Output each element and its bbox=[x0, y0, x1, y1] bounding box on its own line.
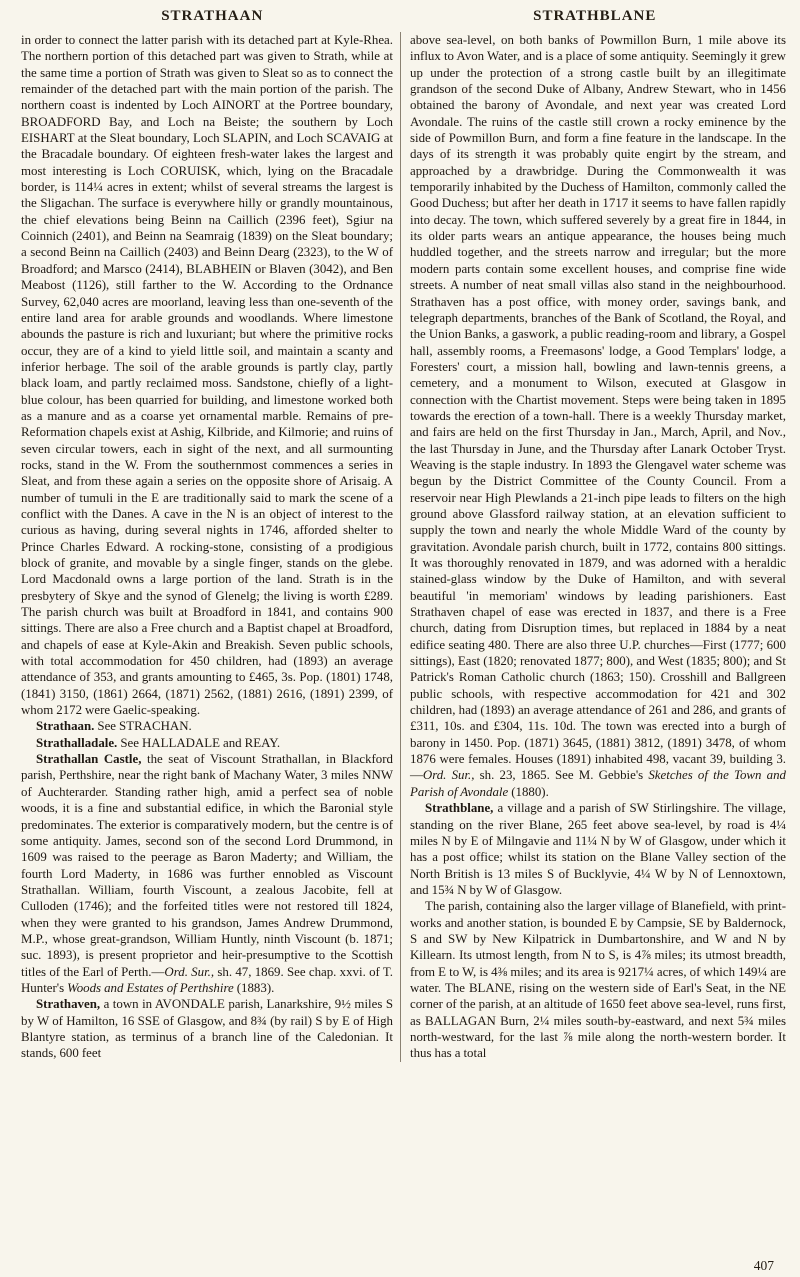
entry-headword: Strathalladale. bbox=[36, 735, 121, 750]
paragraph: above sea-level, on both banks of Powmillon Burn, 1 mile above its influx to Avon Water, and is a place of some antiquity. Seemingly it grew up under the protection of a strong castle built by an illegitimate grandson of the second Duke of Albany, Andrew Stewart, who in 1456 obtained the barony of Avondale, and next year was created Lord Avondale. The ruins of the castle still crown a rocky eminence by the side of Powmillon Burn, and form a fine feature in the landscape. In the days of its strength it was probably quite engirt by the stream, and approached by a drawbridge. During the Commonwealth it was temporarily inhabited by the Duchess of Hamilton, commonly called the Good Duchess; but after her death in 1717 it seems to have fallen rapidly into decay. The town, which suffered severely by a great fire in 1844, in its older parts wears an antique appearance, the houses being much huddled together, and the streets narrow and irregular; but the more modern parts contain some excellent houses, and comprise fine wide streets. A number of neat small villas also stand in the neighbourhood. Strathaven has a post office, with money order, savings bank, and telegraph departments, branches of the Bank of Scotland, the Royal, and the Union Banks, a gaswork, a public reading-room and library, a Gospel hall, assembly rooms, a Freemasons' lodge, a Good Templars' lodge, a Foresters' court, a mission hall, bowling and lawn-tennis greens, a cemetery, and a monument to Wilson, executed at Glasgow in connection with the Chartist movement. Steps were being taken in 1895 towards the erection of a town-hall. There is a weekly Thursday market, and fairs are held on the first Thursday in Jan., March, April, and Nov., the last Thursday in June, and the Thursday after Lanark October Tryst. Weaving is the staple industry. In 1893 the Glengavel water scheme was begun by the District Committee of the County Council. From a reservoir near High Plewlands a 21-inch pipe leads to filters on the high ground above Glassford railway station, at an elevation sufficient to supply the town and nearly the whole Middle Ward of the county by gravitation. Avondale parish church, built in 1772, contains 800 sittings. It was thoroughly renovated in 1879, and was adorned with a heraldic stained-glass window by the Duke of Hamilton, and with several beautiful 'in memoriam' windows by leading parishioners. East Strathaven chapel of ease was erected in 1837, and there is a Free church, dating from Disruption times, but replaced in 1884 by a neat edifice seating 480. There are also three U.P. churches—First (1777; 600 sittings), East (1820; renovated 1877; 800), and West (1835; 800); and St Patrick's Roman Catholic church (1863; 150). Crosshill and Ballgreen public schools, with respective accommodation for 421 and 302 children, had (1893) an average attendance of 261 and 286, and grants of £311, 10s. and £304, 11s. 10d. The town was erected into a burgh of barony in 1450. Pop. (1871) 3645, (1881) 3812, (1891) 3478, of whom 1876 were females. Houses (1891) inhabited 498, vacant 39, building 3.—Ord. Sur., sh. 23, 1865. See M. Gebbie's Sketches of the Town and Parish of Avondale (1880). bbox=[410, 33, 786, 799]
entry-paragraph: Strathallan Castle, the seat of Viscount Strathallan, in Blackford parish, Perthshire, near the right bank of Machany Water, 3 miles NNW of Auchterarder. Standing rather high, amid a perfect sea of noble woods, it is a fine and substantial edifice, in which the Baronial style predominates. The exterior is comparatively modern, but the centre is of some antiquity. James, second son of the second Lord Drummond, in 1609 was raised to the peerage as Baron Maderty; and William, the fourth Lord Maderty, in 1686 was further ennobled as Viscount Strathallan. William, fourth Viscount, a zealous Jacobite, fell at Culloden (1746); and the forfeited titles were not restored till 1824, when they were granted to his grandson, James Andrew Drummond, M.P., whose great-grandson, William Huntly, ninth Viscount (b. 1871; suc. 1893), is present proprietor and heir-presumptive to the Scottish titles of the Earl of Perth.—Ord. Sur., sh. 47, 1869. See chap. xxvi. of T. Hunter's Woods and Estates of Perthshire (1883). bbox=[21, 752, 393, 995]
running-head-right: STRATHBLANE bbox=[533, 8, 657, 24]
paragraph: The parish, containing also the larger village of Blanefield, with print-works and another station, is bounded E by Campsie, SE by Baldernock, S and SW by New Kilpatrick in Dumbartonshire, and W and N by Killearn. Its utmost length, from N to S, is 4⅞ miles; its utmost breadth, from E to W, is 4⅜ miles; and its area is 9217¼ acres, of which 149¼ are water. The BLANE, rising on the western side of Earl's Seat, in the NE corner of the parish, at an altitude of 1650 feet above sea-level, runs first, as BALLAGAN Burn, 2¼ miles south-by-eastward, and next 5¾ miles north-westward, for the last ⅞ mile along the north-western border. It thus has a total bbox=[410, 899, 786, 1061]
right-column bbox=[410, 32, 786, 1062]
italic-citation: Ord. Sur., bbox=[164, 964, 215, 979]
page-number: 407 bbox=[753, 1258, 774, 1273]
entry-paragraph: Strathblane, a village and a parish of SW Stirlingshire. The village, standing on the river Blane, 265 feet above sea-level, by road is 4¼ miles N by E of Milngavie and 11¼ N by W of Glasgow, under which it has a post office; whilst its station on the Blane Valley section of the North British is 13 miles S of Bucklyvie, 4¼ W by N of Lennoxtown, and 15¾ N by W of Glasgow. bbox=[410, 801, 786, 897]
entry-headword: Strathblane, bbox=[425, 801, 498, 816]
entry-headword: Strathaven, bbox=[36, 997, 104, 1012]
italic-citation: Woods and Estates of Perthshire bbox=[67, 980, 234, 995]
left-column bbox=[21, 32, 393, 1062]
entry-headword: Strathallan Castle, bbox=[36, 752, 147, 767]
entry-paragraph: Strathalladale. See HALLADALE and REAY. bbox=[36, 735, 281, 750]
italic-citation: Sketches of the Town and Parish of Avondale bbox=[410, 768, 786, 799]
running-head-left: STRATHAAN bbox=[161, 8, 264, 24]
entry-paragraph: Strathaan. See STRACHAN. bbox=[36, 719, 192, 734]
page-header bbox=[21, 8, 786, 25]
paragraph: in order to connect the latter parish with its detached part at Kyle-Rhea. The northern portion of this detached part was given to Strath, while at the same time a portion of Strath was given to Sleat so as to connect the remainder of the detached part with the main portion of the parish. The northern coast is indented by Loch AINORT at the Portree boundary, BROADFORD Bay, and Loch na Beiste; the southern by Loch EISHART at the Sleat boundary, Loch SLAPIN, and Loch SCAVAIG at the Bracadale boundary. Of eighteen fresh-water lakes the largest and most interesting is Loch CORUISK, which, lying on the Bracadale border, is 114¼ acres in extent; whilst of several streams the largest is the Sligachan. The surface is everywhere hilly or grandly mountainous, the chief elevations being Beinn na Caillich (2396 feet), Sgiur na Coinnich (2401), and Beinn na Seamraig (1839) on the Sleat boundary; a second Beinn na Caillich (2403) and Beinn Dearg (2323), to the W of Broadford; and Marsco (2414), BLABHEIN or Blaven (3042), and Ben Meabost (1126), still farther to the W. According to the Ordnance Survey, 62,040 acres are moorland, leaving less than one-seventh of the entire land area for arable grounds and woodlands. Where limestone abounds the pasture is rich and luxuriant; but where the primitive rocks occur, they are of a kind to yield little soil, and maintain a scanty and inferior herbage. The soil of the arable grounds is partly clay, partly black loam, and partly reclaimed moss. Sandstone, chiefly of a light-blue colour, has been quarried for building, and limestone worked both as a manure and as a coarse yet ornamental marble. Remains of pre-Reformation chapels exist at Ashig, Kilbride, and Kilmorie; and ruins of seven circular towers, each in sight of the next, and all surmounting rocks, stand in the W. From the southernmost commences a series in Sleat, and from these again a series on the opposite shore of Arisaig. A number of tumuli in the E are traditionally said to mark the scene of a conflict with the Danes. A cave in the N is an object of interest to the curious as having, during several nights in 1746, afforded shelter to Prince Charles Edward. A rocking-stone, consisting of a prodigious block of granite, and movable by a single finger, stands on the glebe. Lord Macdonald owns a large portion of the land. Strath is in the presbytery of Skye and the synod of Glenelg; the living is worth £289. The parish church was built at Broadford in 1841, and contains 900 sittings. There are also a Free church and a Baptist chapel at Broadford, and chapels of ease at Kyle-Akin and Breakish. Seven public schools, with total accommodation for 450 children, had (1893) an average attendance of 353, and grants amounting to £465, 3s. Pop. (1801) 1748, (1841) 3150, (1861) 2664, (1871) 2562, (1881) 2616, (1891) 2399, of whom 2172 were Gaelic-speaking. bbox=[21, 33, 393, 718]
entry-paragraph: Strathaven, a town in AVONDALE parish, Lanarkshire, 9½ miles S by W of Hamilton, 16 SSE of Glasgow, and 8¾ (by rail) S by E of High Blantyre station, as terminus of a branch line of the Caledonian. It stands, 600 feet bbox=[21, 997, 393, 1061]
italic-citation: Ord. Sur., bbox=[422, 768, 475, 783]
entry-headword: Strathaan. bbox=[36, 719, 98, 734]
text-columns bbox=[21, 32, 786, 1062]
column-divider bbox=[400, 32, 401, 1062]
